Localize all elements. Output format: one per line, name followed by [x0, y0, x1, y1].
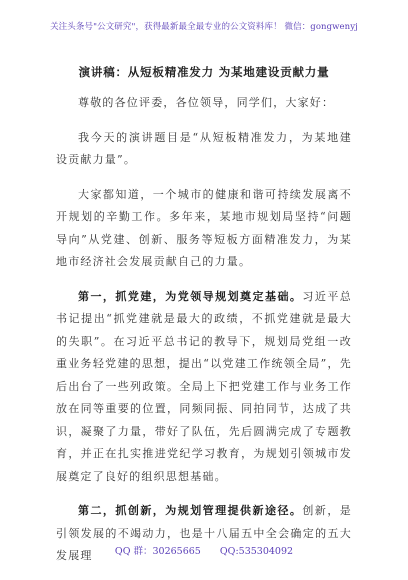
paragraph-text: 习近平总书记提出“抓党建就是最大的政绩，不抓党建就是最大的失职”。在习近平总书记的教导下，规划局党组一改重业务轻党建的思想，提出“以党建工作统领全局”，先后出台了一些列政策。全局上下把党建工作与业务工作放在同等重要的位置，同频同振、同拍同节，达成了共识，凝聚了力量，带好了队伍，先后圆满完成了专题教育，并正在扎实推进党纪学习教育，为规划引领城市发展奠定了良好的组织思想基础。 [56, 289, 352, 483]
footer-qq: QQ:535304092 [219, 546, 294, 557]
document-body [56, 92, 352, 580]
footer-qq-group: QQ 群：30265665 [114, 546, 201, 557]
paragraph-topic [56, 127, 352, 172]
paragraph-text: 大家都知道，一个城市的健康和谐可持续发展离不开规划的辛勤工作。多年来，某地市规划局坚持“问题导向”从党建、创新、服务等短板方面精准发力，为某地市经济社会发展贡献自己的力量。 [56, 187, 352, 268]
footer-contact [0, 543, 408, 557]
paragraph-point-two [56, 500, 352, 568]
paragraph-greeting [56, 92, 352, 115]
header-note: 关注头条号"公文研究"，获得最新最全最专业的公文资料库！ 微信：gongwenyj [50, 22, 358, 32]
paragraph-text: 创新，是引领发展的不竭动力，也是十八届五中全会确定的五大发展理 [56, 504, 352, 562]
paragraph-point-one [56, 286, 352, 489]
paragraph-text: 我今天的演讲题目是“从短板精准发力，为某地建设贡献力量”。 [56, 130, 352, 166]
paragraph-lead: 第二，抓创新，为规划管理提供新途径。 [78, 504, 303, 517]
paragraph-lead: 第一，抓党建，为党领导规划奠定基础。 [78, 289, 303, 303]
paragraph-intro [56, 184, 352, 274]
page-title: 演讲稿：从短板精准发力 为某地建设贡献力量 [78, 65, 330, 79]
paragraph-text: 尊敬的各位评委，各位领导，同学们，大家好： [78, 96, 335, 109]
